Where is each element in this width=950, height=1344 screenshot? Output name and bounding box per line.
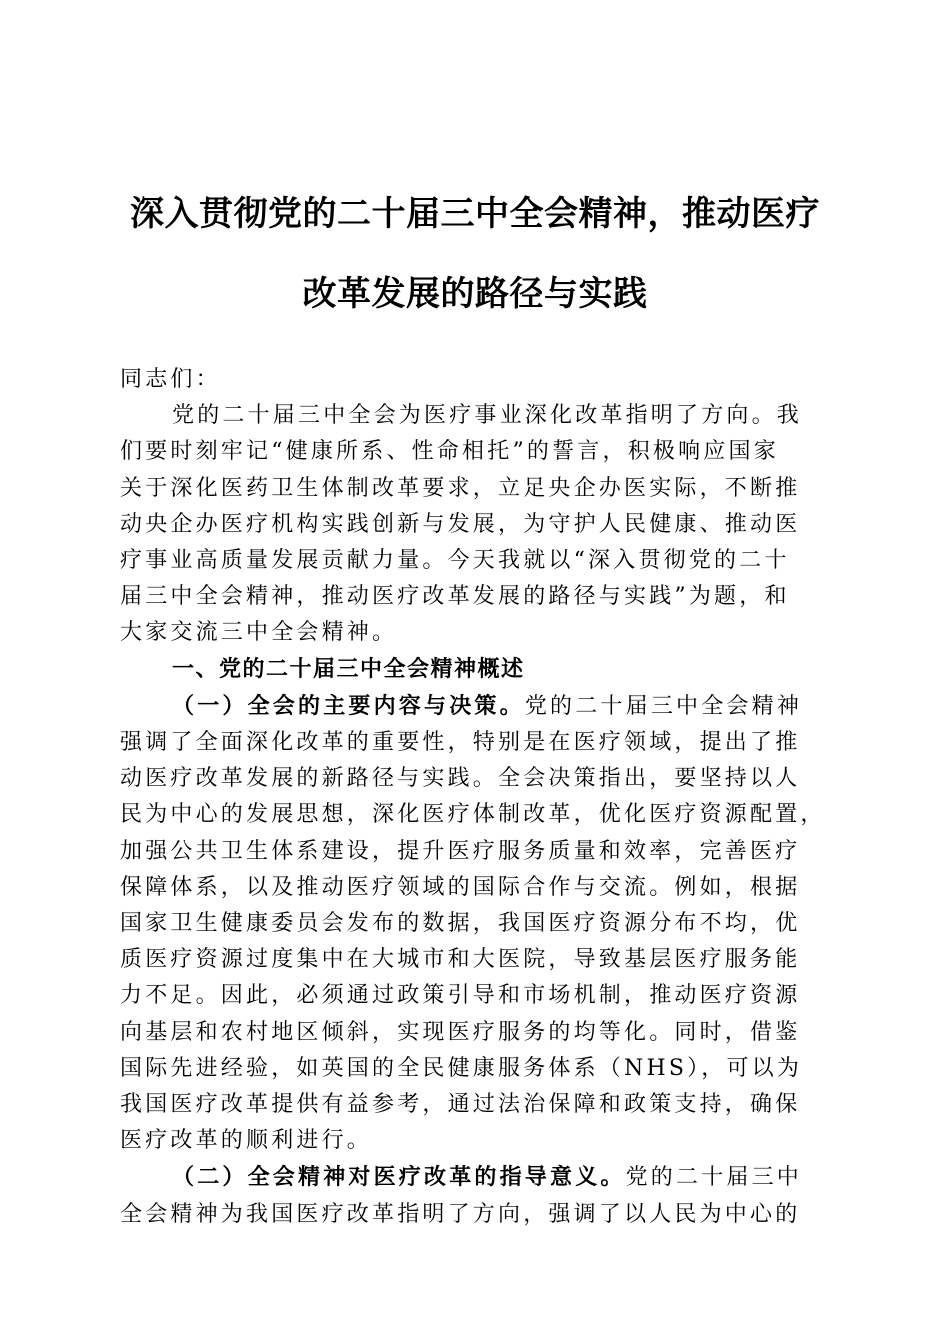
intro-line: 疗事业高质量发展贡献力量。今天我就以“深入贯彻党的二十 <box>120 548 790 574</box>
paragraph-text: 党的二十届三中 <box>625 1165 803 1191</box>
intro-line: 关于深化医药卫生体制改革要求，立足央企办医实际，不断推 <box>120 475 801 501</box>
paragraph-text: 党的二十届三中全会精神 <box>524 693 803 719</box>
intro-line: 党的二十届三中全会为医疗事业深化改革指明了方向。我 <box>172 403 803 429</box>
intro-line: 们要时刻牢记“健康所系、性命相托”的誓言，积极响应国家 <box>120 439 779 465</box>
paragraph-line: 加强公共卫生体系建设，提升医疗服务质量和效率，完善医疗 <box>120 838 801 864</box>
intro-line: 动央企办医疗机构实践创新与发展，为守护人民健康、推动医 <box>120 511 801 537</box>
paragraph-line: 强调了全面深化改革的重要性，特别是在医疗领域，提出了推 <box>120 730 801 756</box>
paragraph-line: 向基层和农村地区倾斜，实现医疗服务的均等化。同时，借鉴 <box>120 1019 801 1045</box>
title-line-1: 深入贯彻党的二十届三中全会精神，推动医疗 <box>130 194 820 234</box>
paragraph-line: 质医疗资源过度集中在大城市和大医院，导致基层医疗服务能 <box>120 947 801 973</box>
paragraph-line: 国际先进经验，如英国的全民健康服务体系（NHS），可以为 <box>120 1055 803 1081</box>
intro-paragraph <box>120 398 826 651</box>
title-line-2: 改革发展的路径与实践 <box>302 274 648 314</box>
paragraph-line: 动医疗改革发展的新路径与实践。全会决策指出，要坚持以人 <box>120 766 801 792</box>
paragraph-line: 保障体系，以及推动医疗领域的国际合作与交流。例如，根据 <box>120 874 801 900</box>
paragraph-line: 民为中心的发展思想，深化医疗体制改革，优化医疗资源配置， <box>120 802 826 828</box>
salutation: 同志们： <box>120 367 221 392</box>
document-body <box>120 362 826 1233</box>
paragraph-line: 医疗改革的顺利进行。 <box>120 1128 373 1154</box>
paragraph-line: 全会精神为我国医疗改革指明了方向，强调了以人民为中心的 <box>120 1201 801 1227</box>
paragraph-line: 我国医疗改革提供有益参考，通过法治保障和政策支持，确保 <box>120 1092 801 1118</box>
paragraph-line: 国家卫生健康委员会发布的数据，我国医疗资源分布不均，优 <box>120 911 801 937</box>
intro-line: 大家交流三中全会精神。 <box>120 620 398 646</box>
section-heading-1: 一、党的二十届三中全会精神概述 <box>172 656 525 682</box>
subsection-2-heading: （二）全会精神对医疗改革的指导意义。 <box>172 1164 626 1191</box>
subsection-1-paragraph <box>120 688 826 1160</box>
subsection-1-heading: （一）全会的主要内容与决策。 <box>172 692 525 719</box>
paragraph-first-line <box>120 688 826 725</box>
paragraph-line: 力不足。因此，必须通过政策引导和市场机制，推动医疗资源 <box>120 983 801 1009</box>
document-title <box>100 174 850 334</box>
intro-line: 届三中全会精神，推动医疗改革发展的路径与实践”为题，和 <box>120 584 790 610</box>
paragraph-first-line <box>120 1159 826 1196</box>
subsection-2-paragraph <box>120 1159 826 1232</box>
